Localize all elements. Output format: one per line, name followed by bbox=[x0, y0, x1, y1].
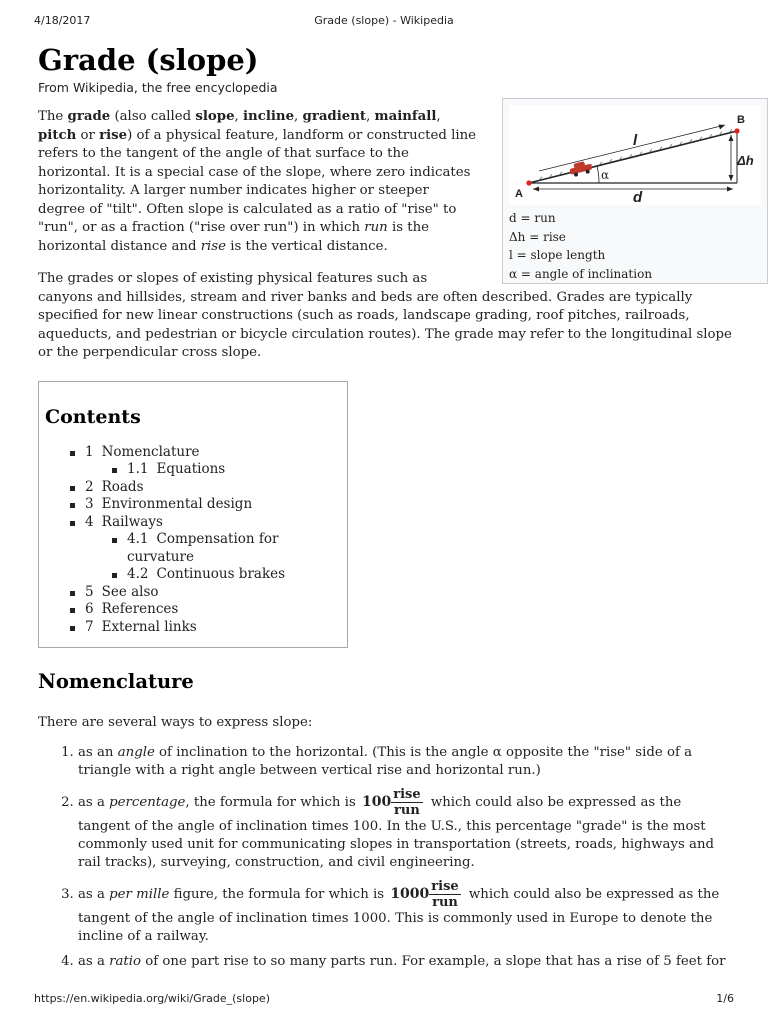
lead-text: or bbox=[76, 127, 100, 143]
formula-coefficient: 100 bbox=[362, 794, 392, 810]
lead-text: is the horizontal distance and bbox=[38, 220, 430, 254]
section-heading-nomenclature: Nomenclature bbox=[38, 669, 194, 693]
term-pitch: pitch bbox=[38, 127, 77, 143]
list-item-percentage bbox=[78, 787, 734, 872]
toc-item-roads[interactable] bbox=[45, 479, 341, 497]
bullet-icon bbox=[70, 626, 75, 631]
article-tagline: From Wikipedia, the free encyclopedia bbox=[38, 80, 278, 95]
toc-number: 2 bbox=[85, 478, 94, 495]
list-item-per-mille bbox=[78, 879, 734, 946]
label-alpha: α bbox=[601, 168, 610, 182]
item-text: which could also be expressed as the tangent of the angle of inclination times 100. In the U.S., this percentage "grade" is the most commonly used unit for communicating slopes in transportation (streets, roads, highways and rail tracks), surveying, construction, and civil engineering. bbox=[78, 795, 715, 870]
toc-label: External links bbox=[101, 618, 197, 635]
toc-number: 4 bbox=[85, 513, 94, 530]
item-text: of inclination to the horizontal. (This is the angle α opposite the "rise" side of a triangle with a right angle between vertical rise and horizontal run.) bbox=[78, 745, 693, 778]
term-run-italic: run bbox=[364, 220, 388, 235]
item-text: as a bbox=[78, 954, 110, 969]
toc-number: 6 bbox=[85, 601, 94, 617]
caption-run: d = run bbox=[509, 211, 556, 225]
toc-label: Nomenclature bbox=[101, 443, 200, 460]
term-mainfall: mainfall bbox=[374, 109, 437, 124]
toc-number: 1 bbox=[85, 443, 94, 460]
term-gradient: gradient bbox=[302, 109, 367, 124]
toc-item-nomenclature[interactable] bbox=[45, 444, 341, 462]
formula-coefficient: 1000 bbox=[390, 886, 430, 902]
bullet-icon bbox=[70, 503, 75, 508]
term-incline: incline bbox=[243, 109, 295, 124]
item-text: which could also be expressed as the tangent of the angle of inclination times 1000. This is commonly used in Europe to denote the incline of a railway. bbox=[78, 887, 720, 944]
item-text: of one part rise to so many parts run. For example, a slope that has a rise of 5 feet for bbox=[141, 954, 726, 969]
bullet-icon bbox=[112, 538, 117, 543]
toc-item-see-also[interactable] bbox=[45, 584, 341, 602]
label-a: A bbox=[515, 188, 523, 200]
label-d: d bbox=[633, 189, 643, 205]
nomenclature-intro: There are several ways to express slope: bbox=[38, 714, 313, 730]
run-arrow-left bbox=[533, 187, 539, 192]
caption-rise: Δh = rise bbox=[509, 229, 566, 244]
bullet-icon bbox=[70, 608, 75, 613]
toc-number: 1.1 bbox=[127, 461, 149, 477]
lead-text: , bbox=[234, 109, 243, 124]
second-paragraph: The grades or slopes of existing physical features such as canyons and hillsides, stream and river banks and beds are often described. Grades are typically specified for new linear constructions (such as roads, landscape grading, roof pitches, railroads, aqueducts, and pedestrian or bicycle circulation routes). The grade may refer to the longitudinal slope or the perpendicular cross slope. bbox=[38, 271, 732, 360]
toc-list bbox=[45, 444, 341, 637]
toc-label: Roads bbox=[101, 478, 144, 495]
print-date: 4/18/2017 bbox=[34, 14, 91, 27]
item-text: figure, the formula for which is bbox=[169, 887, 389, 902]
list-item-angle bbox=[78, 744, 734, 780]
toc-label: Environmental design bbox=[101, 496, 253, 512]
lead-text: , bbox=[436, 109, 441, 124]
slope-diagram[interactable] bbox=[509, 105, 761, 205]
lead-text: is the vertical distance. bbox=[226, 238, 388, 254]
item-text: , the formula for which is bbox=[185, 795, 360, 810]
bullet-icon bbox=[112, 573, 117, 578]
rise-arrow-bottom bbox=[729, 175, 734, 181]
length-dimension bbox=[539, 125, 725, 171]
fraction-numerator: rise bbox=[431, 879, 459, 894]
formula-fraction bbox=[429, 879, 460, 910]
toc-number: 4.2 bbox=[127, 566, 149, 582]
bullet-icon bbox=[70, 591, 75, 596]
slope-infobox bbox=[502, 98, 768, 284]
print-page-title: Grade (slope) - Wikipedia bbox=[314, 14, 454, 27]
toc-number: 5 bbox=[85, 583, 94, 600]
page-number: 1/6 bbox=[716, 992, 734, 1005]
item-emphasis: per mille bbox=[109, 887, 170, 902]
fraction-denominator: run bbox=[394, 803, 420, 818]
item-text: as an bbox=[78, 745, 118, 760]
toc-item-environmental-design[interactable] bbox=[45, 496, 341, 514]
item-text: as a bbox=[78, 795, 110, 810]
caption-length: l = slope length bbox=[509, 248, 606, 262]
toc-label: Compensation for curvature bbox=[127, 531, 279, 565]
print-footer bbox=[34, 992, 734, 1008]
item-emphasis: ratio bbox=[109, 954, 142, 969]
rise-arrow-top bbox=[729, 135, 734, 141]
print-header bbox=[34, 14, 734, 30]
term-rise: rise bbox=[99, 127, 128, 143]
item-emphasis: angle bbox=[117, 745, 155, 760]
formula-fraction bbox=[391, 787, 422, 818]
run-arrow-right bbox=[727, 187, 733, 192]
lead-text: The bbox=[38, 109, 68, 124]
print-url[interactable]: https://en.wikipedia.org/wiki/Grade_(slope) bbox=[34, 992, 270, 1005]
lead-text: (also called bbox=[110, 109, 196, 124]
fraction-numerator: rise bbox=[393, 787, 421, 802]
bullet-icon bbox=[112, 468, 117, 473]
toc-item-references[interactable] bbox=[45, 601, 341, 619]
lead-text: , bbox=[366, 109, 375, 124]
lead-text: ) of a physical feature, landform or constructed line refers to the tangent of the angle of that surface to the horizontal. It is a special case of the slope, where zero indicates horizontality. A larger number indicates higher or steeper degree of "tilt". Often slope is calculated as a ratio of "rise" to "run", or as a fraction ("rise over run") in which bbox=[38, 127, 477, 235]
term-slope: slope bbox=[195, 109, 235, 124]
caption-angle: α = angle of inclination bbox=[509, 266, 653, 281]
bullet-icon bbox=[70, 451, 75, 456]
toc-label: Continuous brakes bbox=[156, 566, 286, 582]
item-emphasis: percentage bbox=[109, 795, 186, 810]
bullet-icon bbox=[70, 521, 75, 526]
table-of-contents bbox=[38, 381, 348, 648]
article-title: Grade (slope) bbox=[38, 43, 259, 77]
item-text: as a bbox=[78, 887, 110, 902]
term-rise-italic: rise bbox=[200, 238, 227, 254]
angle-arc bbox=[597, 166, 599, 183]
toc-label: Equations bbox=[156, 461, 226, 477]
term-grade: grade bbox=[67, 109, 111, 124]
length-arrow-right bbox=[719, 125, 726, 130]
toc-item-railways[interactable] bbox=[45, 514, 341, 532]
label-l: l bbox=[633, 132, 638, 149]
toc-number: 4.1 bbox=[127, 531, 149, 547]
toc-title: Contents bbox=[45, 405, 141, 428]
lead-text: , bbox=[294, 109, 303, 124]
point-b-marker bbox=[734, 128, 739, 133]
toc-label: See also bbox=[101, 583, 159, 600]
slope-expression-list bbox=[38, 744, 734, 971]
toc-number: 3 bbox=[85, 496, 94, 512]
toc-number: 7 bbox=[85, 618, 94, 635]
label-delta-h: Δh bbox=[737, 153, 754, 168]
bullet-icon bbox=[70, 486, 75, 491]
label-b: B bbox=[737, 114, 745, 126]
toc-item-compensation-for-curvature[interactable] bbox=[45, 531, 341, 566]
article-content bbox=[38, 36, 754, 978]
toc-label: References bbox=[101, 601, 179, 617]
fraction-denominator: run bbox=[432, 895, 458, 910]
infobox-caption bbox=[509, 209, 761, 283]
toc-item-equations[interactable] bbox=[45, 461, 341, 479]
point-a-marker bbox=[526, 180, 531, 185]
list-item-ratio bbox=[78, 953, 734, 971]
toc-label: Railways bbox=[101, 513, 163, 530]
toc-item-continuous-brakes[interactable] bbox=[45, 566, 341, 584]
toc-item-external-links[interactable] bbox=[45, 619, 341, 637]
